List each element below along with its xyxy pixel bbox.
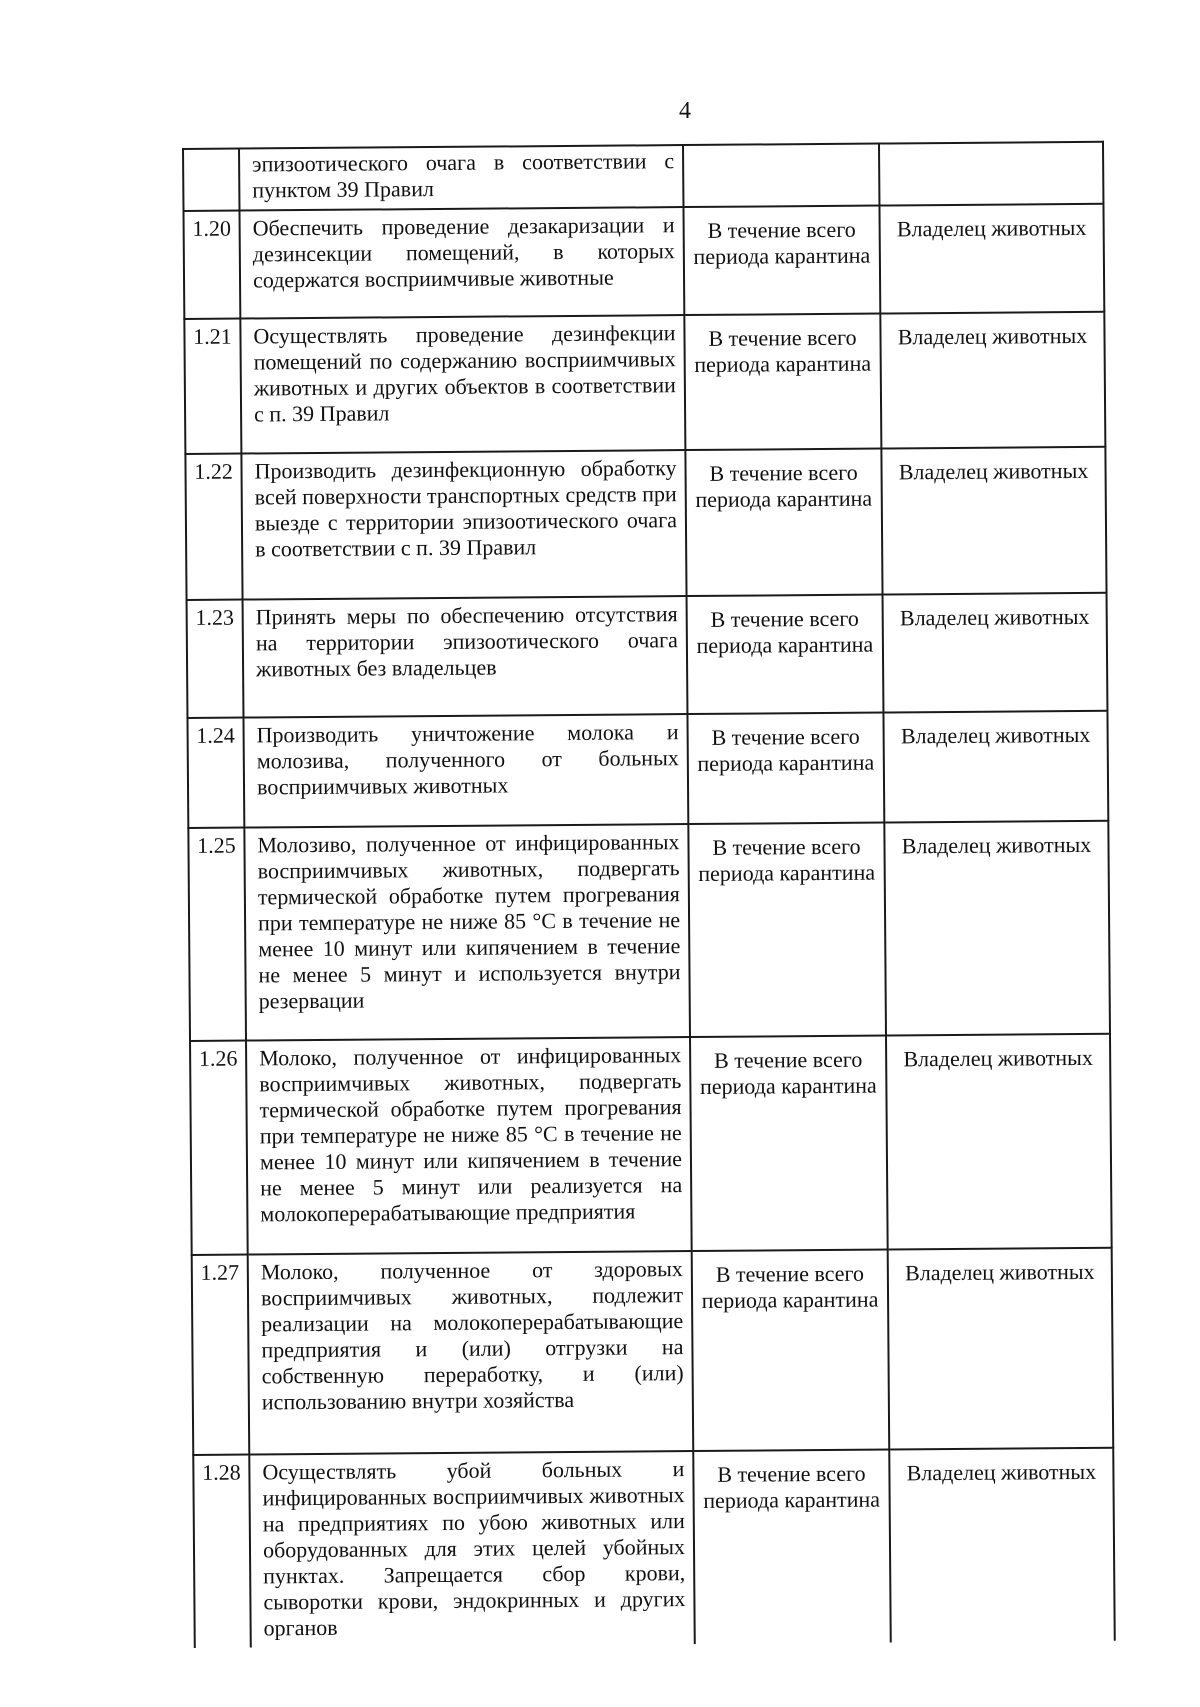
measure-text: Производить дезинфекционную обработку всей поверхности транспортных средств при выезде с территории эпизоотического очага в соответствии с п. 39 Правил [241,450,686,599]
row-number: 1.21 [184,319,241,454]
table-row [187,593,1108,718]
measure-term: В течение всего периода карантина [687,595,884,715]
measure-term [683,144,879,208]
row-number: 1.23 [187,600,244,718]
measure-term: В течение всего периода карантина [693,1449,891,1644]
measure-text: Принять меры по обеспечению отсутствия на территории эпизоотического очага животных без владельцев [243,596,688,717]
measure-term: В течение всего периода карантина [684,314,881,451]
measure-text: Молозиво, полученное от инфицированных восприимчивых животных, подвергать термической обработке путем прогревания при температуре не ниже 85 °С в течение не менее 10 минут или кипячением в течение не менее 5 минут и используется внутри резервации [244,824,690,1040]
row-number: 1.28 [193,1455,251,1648]
measure-responsible: Владелец животных [880,312,1105,449]
table-row [187,711,1108,828]
row-number [183,149,239,211]
table-row [183,142,1103,211]
measure-term: В течение всего периода карантина [685,449,882,597]
page-number: 4 [679,98,691,124]
measures-table [182,141,1116,1648]
measure-responsible: Владелец животных [884,821,1110,1036]
table-row [188,821,1110,1041]
row-number: 1.26 [190,1041,248,1255]
measure-term: В течение всего периода карантина [687,713,884,825]
measure-text: Осуществлять убой больных и инфицированных восприимчивых животных на предприятиях по убою животных или оборудованных для этих целей убойных пунктах. Запрещается сбор крови, сыворотки крови, эндокринных и других органов [249,1451,695,1647]
measure-responsible: Владелец животных [879,204,1104,314]
row-number: 1.22 [185,454,242,600]
measure-term: В течение всего периода карантина [690,1035,888,1251]
measure-text: Осуществлять проведение дезинфекции помещений по содержанию восприимчивых животных и других объектов в соответствии с п. 39 Правил [240,315,685,453]
measure-text: эпизоотического очага в соответствии с пунктом 39 Правил [239,145,683,210]
measure-term: В течение всего периода карантина [683,206,880,316]
row-number: 1.25 [188,828,246,1041]
table-row [192,1248,1114,1455]
measure-responsible: Владелец животных [886,1034,1112,1250]
measure-responsible: Владелец животных [881,447,1106,595]
measure-responsible: Владелец животных [888,1248,1114,1450]
table-row [185,447,1106,600]
measure-term: В течение всего периода карантина [688,823,886,1038]
table-row [184,312,1105,454]
row-number: 1.20 [183,211,240,319]
measure-text: Молоко, полученное от здоровых восприимчивых животных, подлежит реализации на молокоперерабатывающие предприятия и (или) отгрузки на собственную переработку, и (или) использованию внутри хозяйства [248,1251,694,1454]
table-row [193,1448,1114,1648]
measure-text: Обеспечить проведение дезакаризации и дезинсекции помещений, в которых содержатся восприимчивые животные [239,207,684,318]
measure-text: Молоко, полученное от инфицированных восприимчивых животных, подвергать термической обработке путем прогревания при температуре не ниже 85 °С в течение не менее 10 минут или кипячением в течение не менее 5 минут или реализуется на молокоперерабатывающие предприятия [246,1037,692,1254]
table-row [183,204,1104,319]
measure-responsible [879,142,1103,206]
measure-text: Производить уничтожение молока и молозива, полученного от больных восприимчивых животных [243,714,688,827]
measure-responsible: Владелец животных [883,593,1108,713]
row-number: 1.27 [192,1255,250,1455]
measure-responsible: Владелец животных [883,711,1108,823]
measure-term: В течение всего периода карантина [692,1249,890,1451]
row-number: 1.24 [187,718,244,828]
measure-responsible: Владелец животных [889,1448,1115,1643]
table-row [190,1034,1112,1255]
